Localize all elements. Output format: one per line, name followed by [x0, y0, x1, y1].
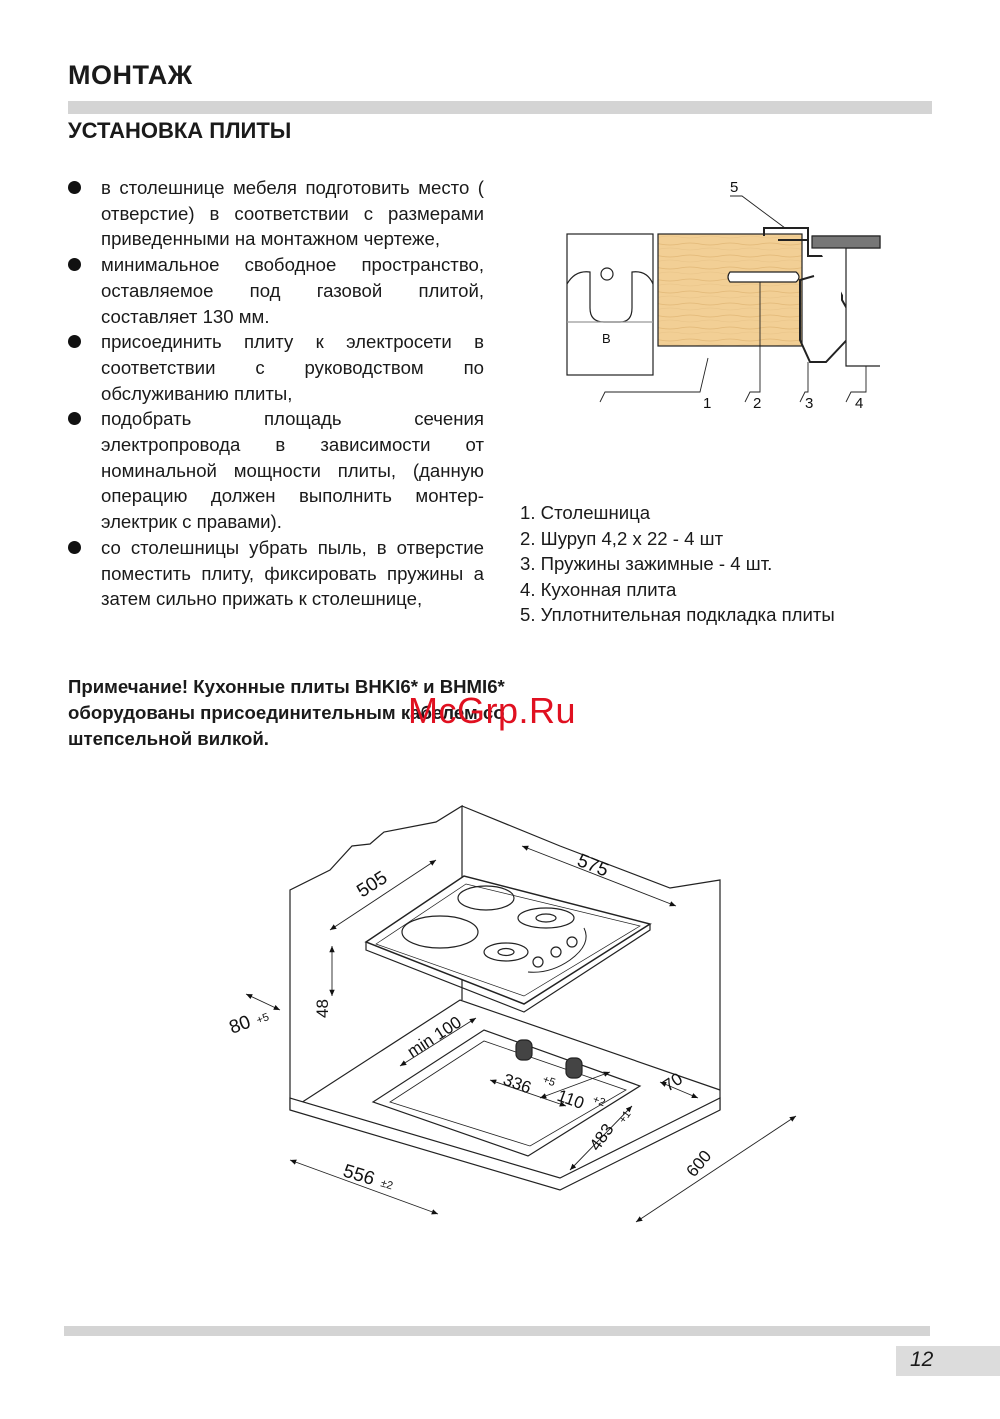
cutout-inner — [390, 1041, 626, 1146]
screw — [728, 272, 799, 282]
callout-4: 4 — [855, 395, 864, 412]
cabinet-wall — [567, 234, 653, 375]
dim-556: 556 — [340, 1160, 377, 1191]
installation-diagram — [290, 806, 720, 1193]
box-letter: B — [602, 331, 611, 346]
legend-item: 3. Пружины зажимные - 4 шт. — [520, 553, 773, 575]
clamp-bracket — [516, 1040, 532, 1060]
dim-483-tol: +1 — [616, 1108, 634, 1126]
dim-80-tol: +5 — [254, 1011, 271, 1027]
legend-item: 5. Уплотнительная подкладка плиты — [520, 604, 835, 626]
legend-item: 2. Шуруп 4,2 х 22 - 4 шт — [520, 527, 724, 549]
dim-min100: min 100 — [403, 1012, 465, 1062]
instruction-item: присоединить плиту к электросети в соответствии с руководством по обслуживанию плиты, — [68, 329, 484, 406]
footer-rule — [64, 1326, 930, 1336]
instruction-item: со столешницы убрать пыль, в отверстие поместить плиту, фиксировать пружины а затем сильно прижать к столешнице, — [68, 535, 484, 612]
instruction-item: минимальное свободное пространство, оставляемое под газовой плитой, составляет 130 мм. — [68, 252, 484, 329]
countertop — [658, 234, 802, 346]
instruction-item: подобрать площадь сечения электропровода в зависимости от номинальной мощности плиты, (данную операцию должен выполнить монтер-электрик с правами). — [68, 406, 484, 535]
dim-336-tol: +5 — [540, 1073, 557, 1090]
wall-corner — [290, 1000, 720, 1110]
dim-575: 575 — [574, 850, 612, 882]
dim-336: 336 — [500, 1069, 534, 1098]
clamp-bracket — [566, 1058, 582, 1078]
dim-48: 48 — [313, 999, 332, 1018]
callout-5: 5 — [730, 179, 739, 196]
callout-1: 1 — [703, 395, 712, 412]
page-number: 12 — [910, 1348, 934, 1371]
hob-top — [366, 876, 650, 1004]
watermark: McGrp.Ru — [408, 690, 577, 731]
dim-80: 80 — [226, 1011, 254, 1039]
note: Примечание! Кухонные плиты BHKI6* и BHMI6* оборудованы присоединительным кабелем со штепсельной вилкой. — [68, 676, 505, 749]
dim-600: 600 — [682, 1146, 716, 1181]
subsection-title: УСТАНОВКА ПЛИТЫ — [68, 118, 292, 143]
section-title: МОНТАЖ — [68, 60, 193, 90]
dim-505: 505 — [353, 867, 392, 903]
legend-item: 4. Кухонная плита — [520, 578, 677, 600]
instruction-item: в столешнице мебеля подготовить место ( отверстие) в соответствии с размерами приведенными на монтажном чертеже, — [68, 175, 484, 252]
mounting-detail-diagram — [567, 196, 880, 402]
dim-483: 483 — [585, 1120, 618, 1155]
callout-2: 2 — [753, 395, 762, 412]
dim-110-tol: +2 — [590, 1093, 607, 1110]
dim-556-tol: ±2 — [379, 1177, 395, 1193]
hob-body — [812, 236, 880, 366]
callout-3: 3 — [805, 395, 814, 412]
legend-item: 1. Столешница — [520, 502, 651, 523]
dim-110: 110 — [554, 1085, 587, 1114]
dim-70: 70 — [659, 1069, 687, 1096]
